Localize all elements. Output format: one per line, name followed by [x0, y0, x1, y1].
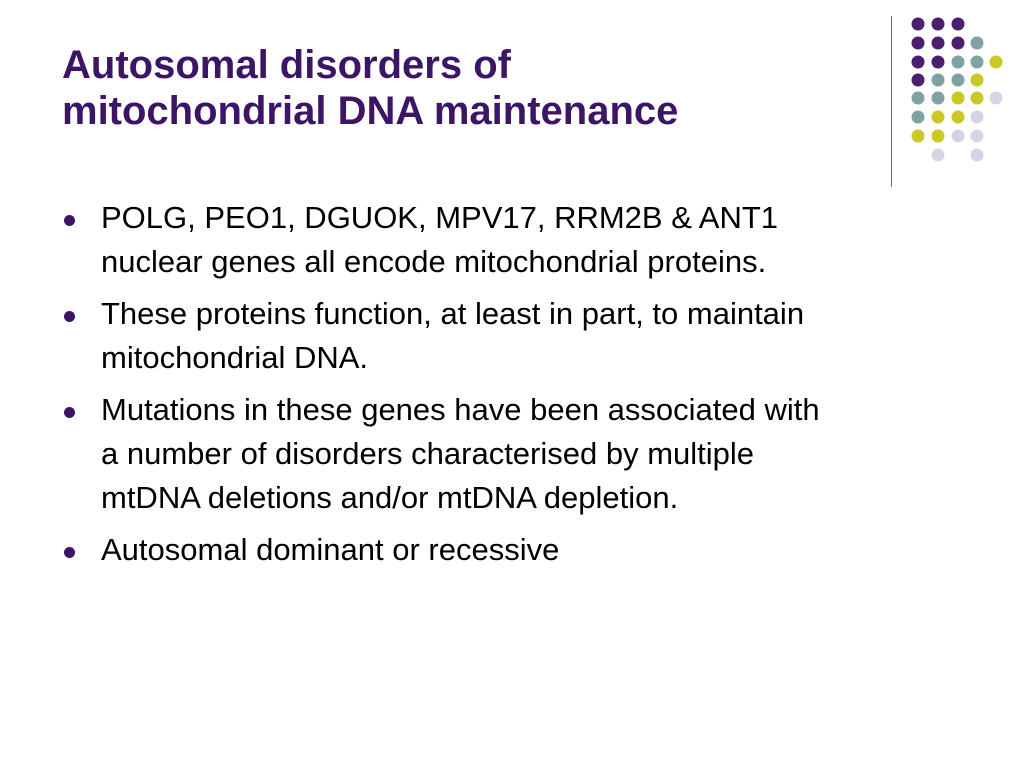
- dot: [971, 92, 984, 105]
- bullet-dot-icon: [64, 407, 75, 418]
- bullet-text: POLG, PEO1, DGUOK, MPV17, RRM2B & ANT1: [101, 200, 779, 235]
- bullet-text: Autosomal dominant or recessive: [101, 532, 560, 567]
- bullet-item: [62, 388, 982, 520]
- bullet-dot-icon: [64, 311, 75, 322]
- dot: [990, 92, 1003, 105]
- dot: [990, 56, 1003, 69]
- bullet-dot-icon: [64, 215, 75, 226]
- title-divider: [891, 16, 892, 187]
- dot: [952, 130, 965, 143]
- dot: [971, 111, 984, 124]
- dot: [912, 37, 925, 50]
- dot: [912, 74, 925, 87]
- dot: [932, 18, 945, 31]
- dot: [971, 56, 984, 69]
- bullet-text: mitochondrial DNA.: [101, 340, 369, 375]
- dot: [952, 92, 965, 105]
- bullet-text: Mutations in these genes have been associated with: [101, 392, 820, 427]
- bullet-text: a number of disorders characterised by multiple: [101, 436, 755, 471]
- dot: [952, 37, 965, 50]
- dot: [912, 111, 925, 124]
- bullet-list: [62, 196, 982, 580]
- dot: [971, 74, 984, 87]
- dot: [912, 18, 925, 31]
- bullet-item: [62, 292, 982, 380]
- bullet-text: mtDNA deletions and/or mtDNA depletion.: [101, 480, 679, 515]
- bullet-dot-icon: [64, 547, 75, 558]
- dot: [952, 18, 965, 31]
- bullet-text: These proteins function, at least in part, to maintain: [101, 296, 805, 331]
- slide-title: [62, 42, 862, 134]
- dot: [912, 92, 925, 105]
- dot: [971, 37, 984, 50]
- dot: [952, 74, 965, 87]
- dot: [971, 130, 984, 143]
- bullet-item: [62, 196, 982, 284]
- dot: [912, 56, 925, 69]
- dot: [932, 92, 945, 105]
- bullet-item: [62, 528, 982, 572]
- dot: [971, 149, 984, 162]
- dot: [952, 111, 965, 124]
- title-line-1: Autosomal disorders of: [62, 43, 511, 87]
- dot: [932, 130, 945, 143]
- dot: [932, 37, 945, 50]
- dot: [932, 56, 945, 69]
- dot: [932, 74, 945, 87]
- dot: [932, 149, 945, 162]
- dot: [952, 56, 965, 69]
- dot: [932, 111, 945, 124]
- title-line-2: mitochondrial DNA maintenance: [62, 89, 679, 133]
- bullet-text: nuclear genes all encode mitochondrial proteins.: [101, 244, 767, 279]
- dot: [912, 130, 925, 143]
